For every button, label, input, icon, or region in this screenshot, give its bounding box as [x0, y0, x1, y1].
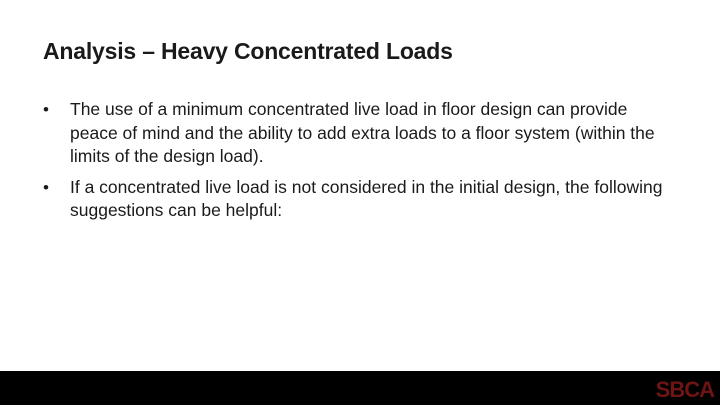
- sbca-logo: SBCA: [655, 377, 714, 402]
- bullet-item: [43, 98, 673, 169]
- bullet-text: If a concentrated live load is not considered in the initial design, the following suggestions can be helpful:: [70, 176, 663, 220]
- bullet-text: The use of a minimum concentrated live load in floor design can provide peace of mind and the ability to add extra loads to a floor system (within the limits of the design load).: [70, 99, 655, 166]
- bullet-list: [43, 98, 673, 230]
- bullet-item: [43, 176, 673, 223]
- bullet-marker: •: [43, 177, 49, 197]
- slide-title: Analysis – Heavy Concentrated Loads: [43, 38, 453, 64]
- footer-bar: [0, 371, 720, 405]
- bullet-marker: •: [43, 100, 49, 119]
